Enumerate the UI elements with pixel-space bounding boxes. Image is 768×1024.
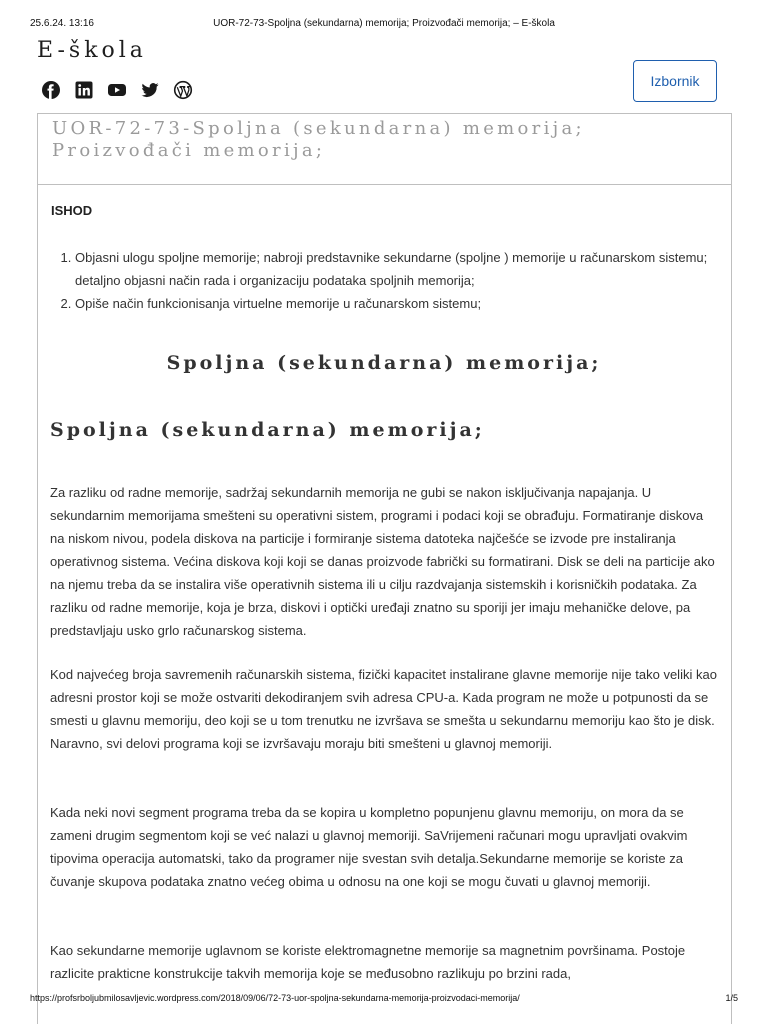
print-page-title: UOR-72-73-Spoljna (sekundarna) memorija; Proizvođači memorija; – E-škola bbox=[213, 18, 555, 29]
outcomes-list bbox=[50, 246, 745, 315]
youtube-icon[interactable] bbox=[107, 80, 127, 100]
ishod-label: ISHOD bbox=[51, 203, 93, 218]
paragraph: Kod najvećeg broja savremenih računarskih sistema, fizički kapacitet instalirane glavne memorije nije tako veliki kao adresni prostor koji se može ostvariti dekodiranjem svih adresa CPU-a. Kada program ne može u potpunosti da se smesti u glavnu memoriju, deo koji se u tom trenutku ne izvršava se smešta u sekundarnu memoriju kao što je disk. Naravno, svi delovi programa koji se izvršavaju moraju biti smešteni u glavnoj memoriji. bbox=[50, 667, 717, 751]
print-url: https://profsrboljubmilosavljevic.wordpress.com/2018/09/06/72-73-uor-spoljna-sekundarna-memorija-proizvodaci-memorija/ bbox=[30, 993, 520, 1003]
twitter-icon[interactable] bbox=[140, 80, 160, 100]
outcome-item: 2. Opiše način funkcionisanja virtuelne memorije u računarskom sistemu; bbox=[75, 292, 745, 315]
paragraph: Kada neki novi segment programa treba da se kopira u kompletno popunjenu glavnu memoriju, on mora da se zameni drugim segmentom koji se već nalazi u glavnoj memoriji. SaVrijemeni računari mogu upravljati ovakvim tipovima operacija automatski, tako da programer nije svestan svih detalja.Sekundarne memorije se koriste za čuvanje skupova podataka znatno većeg obima u odnosu na one koji se mogu čuvati u glavnoj memoriji. bbox=[50, 805, 688, 889]
paragraph: Kao sekundarne memorije uglavnom se koriste elektromagnetne memorije sa magnetnim površinama. Postoje razlicite prakticne konstrukcije takvih memorija koje se međusobno razlikuju po brzini rada, bbox=[50, 943, 686, 981]
paragraph: Za razliku od radne memorije, sadržaj sekundarnih memorija ne gubi se nakon isključivanja napajanja. U sekundarnim memorijama smešteni su operativni sistem, programi i podaci koji se obrađuju. Formatiranje diskova na niskom nivou, podela diskova na particije i formiranje sistema datoteka najčešće se izvode pre instaliranja operativnog sistema. Većina diskova koji koji se danas proizvode fabrički su formatirani. Disk se deli na particije ako na njemu treba da se instalira više operativnih sistema ili u cilju razdvajanja sistemskih i korisničkih podataka. Za razliku od radne memorije, koja je brza, diskovi i optički uređaji znatno su sporiji jer imaju mehaničke delove, pa predstavljaju usko grlo računarskog sistema. bbox=[50, 485, 715, 638]
outcome-item: 1. Objasni ulogu spoljne memorije; nabroji predstavnike sekundarne (spoljne ) memorije u računarskom sistemu; detaljno objasni način rada i organizaciju podataka spoljnih memorija; bbox=[75, 246, 745, 292]
post-title: UOR-72-73-Spoljna (sekundarna) memorija; Proizvođači memorija; bbox=[52, 118, 585, 161]
section-heading-centered: Spoljna (sekundarna) memorija; bbox=[166, 352, 602, 374]
title-divider bbox=[37, 184, 732, 185]
print-datetime: 25.6.24. 13:16 bbox=[30, 18, 94, 29]
linkedin-icon[interactable] bbox=[74, 80, 94, 100]
wordpress-icon[interactable] bbox=[173, 80, 193, 100]
section-heading: Spoljna (sekundarna) memorija; bbox=[50, 419, 485, 441]
social-links bbox=[41, 80, 193, 100]
facebook-icon[interactable] bbox=[41, 80, 61, 100]
print-footer bbox=[30, 993, 738, 1005]
menu-button[interactable]: Izbornik bbox=[633, 60, 717, 102]
print-header bbox=[30, 18, 738, 32]
site-title[interactable]: E-škola bbox=[37, 38, 147, 63]
page-number: 1/5 bbox=[725, 993, 738, 1003]
